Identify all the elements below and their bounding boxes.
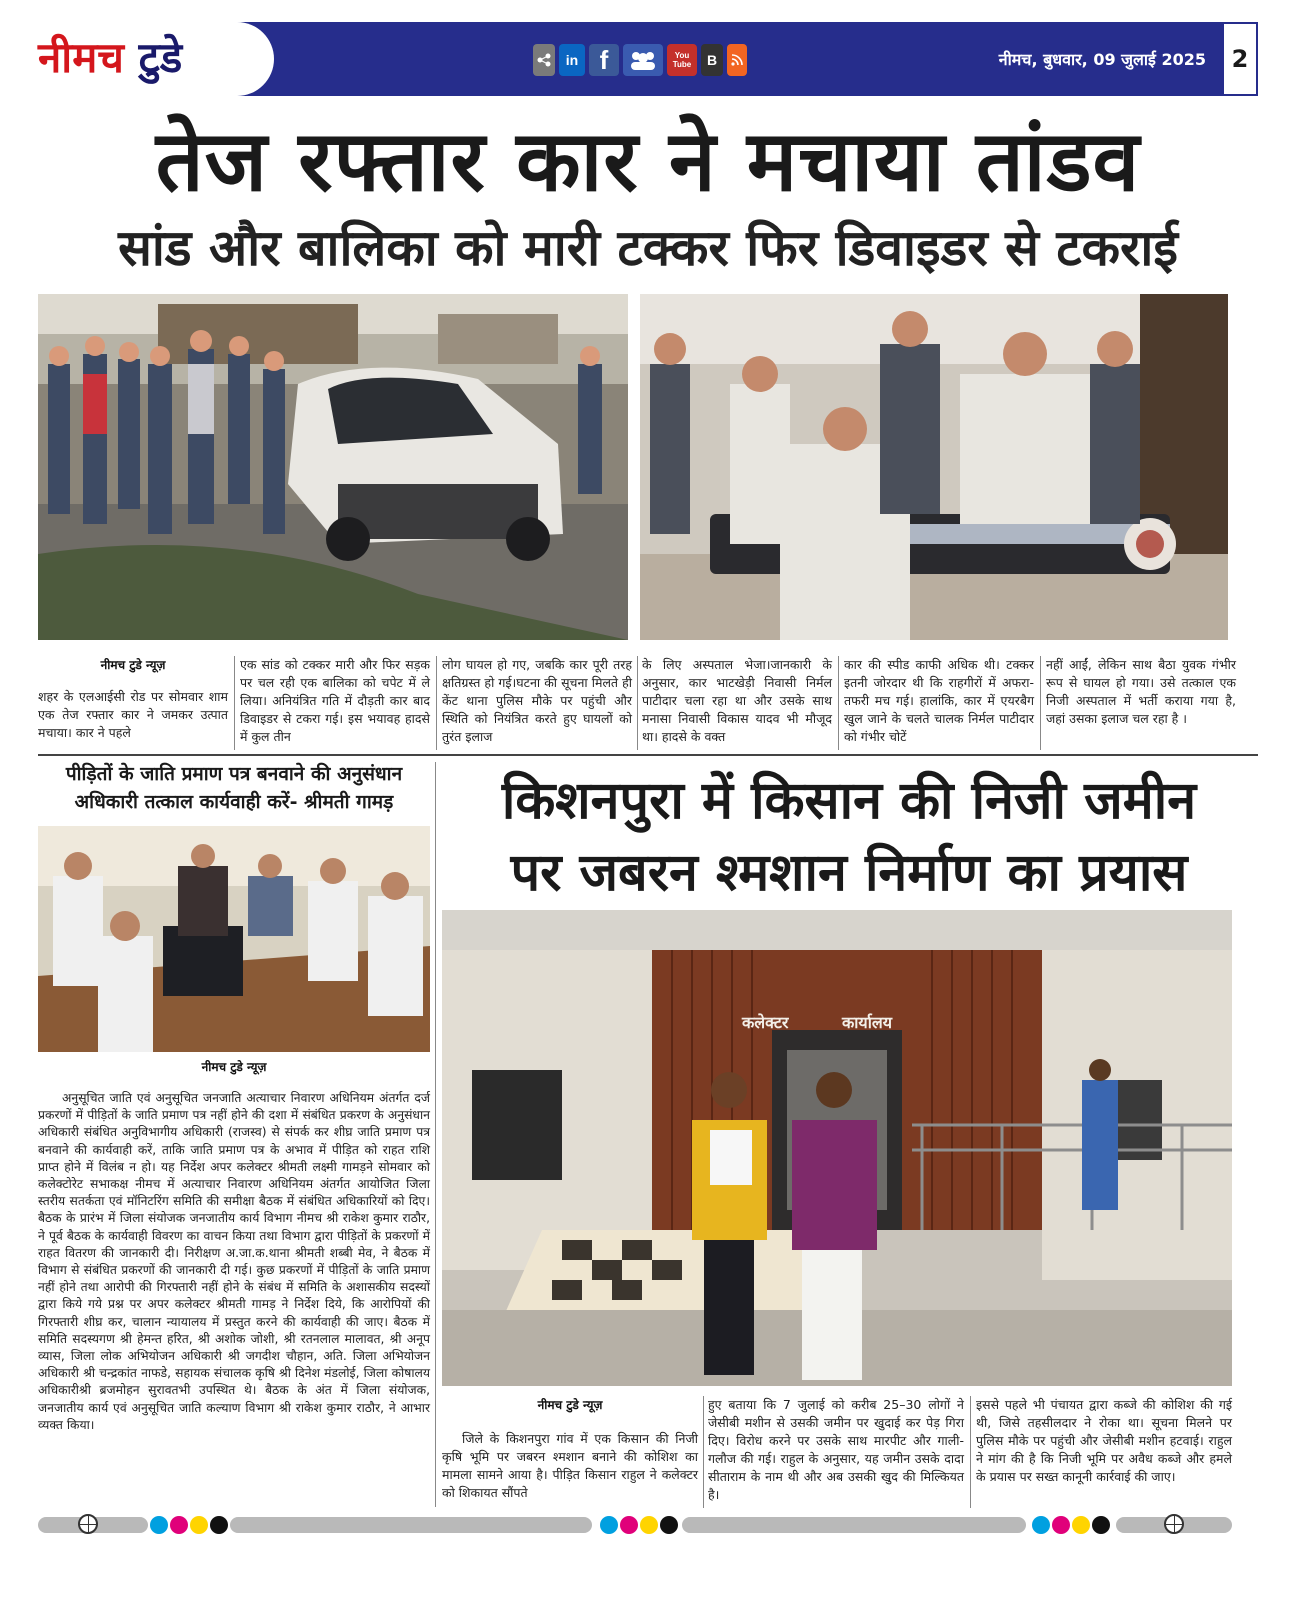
color-mark-yellow [1072,1516,1090,1534]
sign-text-office: कार्यालय [842,1013,892,1032]
logo-container [38,22,274,96]
facebook-icon[interactable]: f [589,44,619,76]
rss-icon[interactable] [727,44,747,76]
registration-bar [230,1517,592,1533]
right-story-column-3: इससे पहले भी पंचायत द्वारा कब्जे की कोशिश की गई थी, जिसे तहसीलदार ने रोका था। सूचना मिलने पर पुलिस मौके पर पहुंची और जेसीबी मशीन हटवाई। राहुल ने मांग की है कि निजी भूमि पर अवैध कब्जे और हमले के प्रयास पर सख्त कानूनी कार्रवाई की जाए। [976,1397,1232,1484]
youtube-icon[interactable]: You Tube [667,44,697,76]
share-icon[interactable] [533,44,555,76]
photo-collectorate[interactable] [442,910,1232,1386]
main-story-text-1: शहर के एलआईसी रोड पर सोमवार शाम एक तेज रफ्तार कार ने जमकर उत्पात मचाया। कार ने पहले [38,689,228,740]
column-divider [435,762,436,1507]
right-story-column-1 [442,1396,698,1502]
blogger-icon[interactable]: B [701,44,723,76]
right-story-column-2: हुए बताया कि 7 जुलाई को करीब 25–30 लोगों ने जेसीबी मशीन से उसकी जमीन पर खुदाई कर पेड़ गिरा दिए। विरोध करने पर उसके साथ मारपीट और गाली-गलौज की गई। राहुल के अनुसार, यह जमीन उसके दादा सीताराम के नाम थी और अब उसकी खुद की मिल्कियत है। [708,1397,964,1502]
color-mark-black [210,1516,228,1534]
main-subheadline: सांड और बालिका को मारी टक्कर फिर डिवाइडर से टकराई [118,219,1178,277]
photo-hospital-stretcher[interactable] [640,294,1228,640]
photo-meeting[interactable] [38,826,430,1052]
social-icons [533,42,747,78]
right-headline-line-1: किशनपुरा में किसान की निजी जमीन [501,771,1197,831]
main-story-column-2: एक सांड को टक्कर मारी और फिर सड़क पर चल रही एक बालिका को चपेट में ले लिया। अनियंत्रित गति में दौड़ती कार बाद डिवाइडर से टकरा गई। इस भयावह हादसे में कुल तीन [240,657,430,744]
main-headline: तेज रफ्तार कार ने मचाया तांडव [155,112,1141,210]
logo-text-blue: टुडे [138,33,183,82]
registration-bar [682,1517,1026,1533]
main-story-column-3: लोग घायल हो गए, जबकि कार पूरी तरह क्षतिग्रस्त हो गई।घटना की सूचना मिलते ही केंट थाना पुलिस मौके पर पहुंची और स्थिति को नियंत्रित करते हुए घायलों को तुरंत इलाज [442,657,632,744]
left-story-body: अनुसूचित जाति एवं अनुसूचित जनजाति अत्याचार निवारण अधिनियम अंतर्गत दर्ज प्रकरणों में पीड़ितों के जाति प्रमाण पत्र नहीं होने की दशा में संबंधित प्रकरण के अनुसंधान अधिकारी संबंधित अनुविभागीय अधिकारी (राजस्व) से संपर्क कर शीघ्र जाति प्रमाण पत्र बनवाने की कार्यवाही करें, ताकि जाति प्रमाण पत्र के अभाव में पीड़ित को राहत राशि प्राप्त होने में विलंब न हो। यह निर्देश अपर कलेक्टर श्रीमती लक्ष्मी गामड़ने सोमवार को कलेक्टोरेट सभाकक्ष नीमच में अत्याचार निवारण अधिनियम अंतर्गत आयोजित जिला स्तरीय सतर्कता एवं मॉनिटरिंग समिति की समीक्षा बैठक में संबंधित अधिकारियों को दिए। बैठक के प्रारंभ में जिला संयोजक जनजातीय कार्य विभाग नीमच श्री राकेश कुमार राठौर, ने पूर्व बैठक के कार्यवाही विवरण का वाचन किया तथा विभाग द्वारा पीड़ितों के प्रकरणों में राहत वितरण की जानकारी दी। निरीक्षण अ.जा.क.थाना श्रीमती शब्बी मेव, ने बैठक में विभाग से संबंधित प्रकरणों की जानकारी दी गई। कुछ प्रकरणों में पीड़ितों के जाति प्रमाण नहीं होने तथा आरोपी की गिरफ्तारी नहीं होने के संबंध में समिति के अशासकीय सदस्यों द्वारा किये गये प्रश्न पर अपर कलेक्टर श्रीमती गामड़ ने निर्देश दिये, कि आरोपियों की गिरफ्तारी शीघ्र कर, चालान न्यायालय में प्रस्तुत करने की कार्यवाही की जाए। बैठक में समिति सदस्यगण श्री हेमन्त हरित, श्री अशोक जोशी, श्री रतनलाल मालावत, श्री अनूप व्यास, जिला लोक अभियोजन अधिकारी श्री जगदीश चौहान, अति. जिला अभियोजन अधिकारी श्री चन्द्रकांत नाफडे, सहायक संचालक कृषि श्री दिनेश मंडलोई, जिला कोषालय अधिकारीश्री ब्रजमोहन सुरावतभी उपस्थित थे। बैठक के अंत में जिला संयोजक, जनजातीय कार्य एवं अनुसूचित जाति कल्याण विभाग श्री राकेश कुमार राठौर, ने आभार व्यक्त किया। [38,1091,430,1432]
color-mark-magenta [170,1516,188,1534]
right-story-credit: नीमच टुडे न्यूज़ [537,1398,603,1412]
crosshair-icon [1164,1514,1184,1534]
main-story-credit: नीमच टुडे न्यूज़ [100,658,166,672]
column-divider [234,656,235,750]
issue-date: नीमच, बुधवार, 09 जुलाई 2025 [998,50,1206,69]
color-mark-cyan [1032,1516,1050,1534]
right-story-headline [440,765,1258,909]
sign-text-collector: कलेक्टर [742,1013,789,1032]
color-mark-black [660,1516,678,1534]
color-mark-yellow [190,1516,208,1534]
color-mark-black [1092,1516,1110,1534]
main-story-column-1 [38,656,228,742]
column-divider [436,656,437,750]
linkedin-icon[interactable]: in [559,44,585,76]
column-divider [970,1396,971,1508]
main-story-column-5: कार की स्पीड काफी अधिक थी। टक्कर इतनी जोरदार थी कि राहगीरों में अफरा-तफरी मच गई। हालांकि, कार में एयरबैग खुल जाने के चलते चालक निर्मल पाटीदार को गंभीर चोटें [844,657,1034,744]
color-mark-yellow [640,1516,658,1534]
logo-text-red: नीमच [38,33,124,82]
color-mark-cyan [600,1516,618,1534]
left-story-credit: नीमच टुडे न्यूज़ [201,1060,267,1074]
section-divider [38,754,1258,756]
column-divider [838,656,839,750]
color-mark-magenta [1052,1516,1070,1534]
crosshair-icon [78,1514,98,1534]
color-mark-magenta [620,1516,638,1534]
column-divider [637,656,638,750]
masthead [38,22,1258,96]
right-headline-line-2: पर जबरन श्मशान निर्माण का प्रयास [510,843,1188,903]
column-divider [1040,656,1041,750]
right-story-text-1: जिले के किशनपुरा गांव में एक किसान की निजी कृषि भूमि पर जबरन श्मशान बनाने की कोशिश का मामला सामने आया है। पीड़ित किसान राहुल ने कलेक्टर को शिकायत सौंपते [442,1431,698,1500]
group-icon[interactable] [623,44,663,76]
main-story-column-6: नहीं आईं, लेकिन साथ बैठा युवक गंभीर रूप से घायल हो गया। उसे तत्काल एक निजी अस्पताल में भर्ती कराया गया है, जहां उसका इलाज चल रहा है । [1046,657,1236,726]
newspaper-logo[interactable] [38,28,182,85]
color-mark-cyan [150,1516,168,1534]
column-divider [703,1396,704,1508]
photo-damaged-car[interactable] [38,294,628,640]
page-number: 2 [1222,22,1258,96]
main-story-column-4: के लिए अस्पताल भेजा।जानकारी के अनुसार, कार भाटखेड़ी निवासी निर्मल पाटीदार चला रहा था और उसके साथ मनासा निवासी विकास यादव भी मौजूद था। हादसे के वक्त [642,657,832,744]
left-story-headline: पीड़ितों के जाति प्रमाण पत्र बनवाने की अनुसंधान अधिकारी तत्काल कार्यवाही करें- श्रीमती गामड़ [65,763,403,813]
